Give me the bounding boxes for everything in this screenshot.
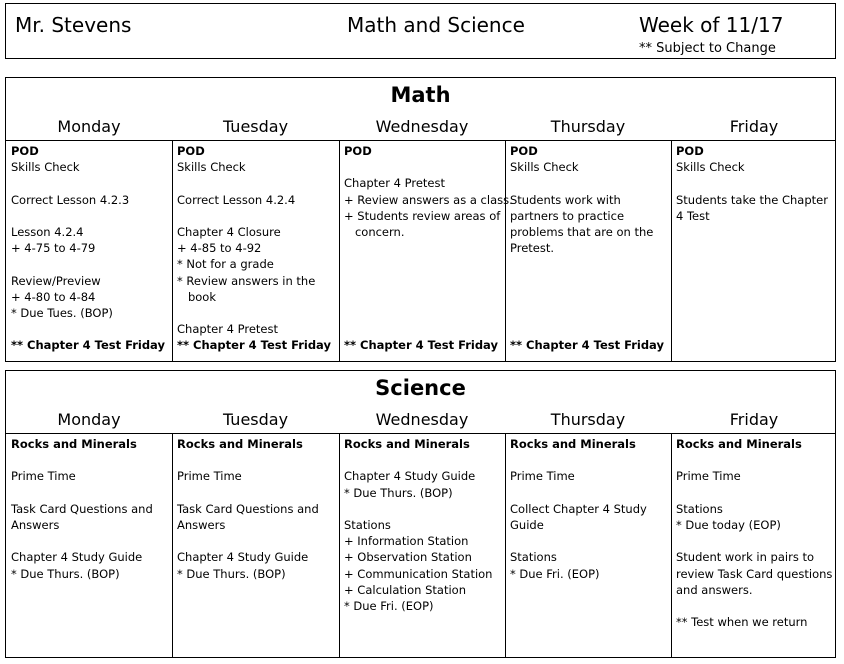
cell-line: * Due Thurs. (BOP): [344, 485, 453, 500]
cell-line: Chapter 4 Study Guide: [344, 469, 476, 484]
cell-line: + Observation Station: [344, 550, 472, 565]
cell-line: Chapter 4 Pretest: [177, 322, 278, 337]
science-day-header-wednesday: Wednesday: [375, 410, 469, 429]
blank-line: [177, 485, 339, 501]
cell-line: book: [177, 289, 216, 304]
science-section: [5, 370, 836, 658]
cell-line: 4 Test: [676, 208, 710, 223]
cell-line: * Due Fri. (EOP): [344, 599, 434, 613]
science-cell-thursday: [505, 436, 671, 582]
math-cell-friday: [671, 143, 837, 224]
math-day-header-monday: Monday: [57, 117, 121, 136]
cell-line: + 4-75 to 4-79: [11, 241, 96, 256]
cell-line: ** Test when we return: [676, 615, 808, 630]
blank-line: [510, 256, 671, 272]
science-day-header-monday: Monday: [57, 410, 121, 429]
cell-line: Guide: [510, 517, 544, 532]
cell-line: * Review answers in the: [177, 273, 316, 288]
cell-line: Prime Time: [510, 469, 575, 484]
cell-line: Prime Time: [676, 469, 741, 484]
cell-line: POD: [177, 144, 205, 158]
math-day-header-tuesday: Tuesday: [222, 117, 289, 136]
cell-line: Rocks and Minerals: [177, 437, 303, 451]
blank-line: [177, 208, 339, 224]
blank-line: [11, 175, 172, 191]
cell-line: Stations: [510, 550, 557, 565]
cell-line: Collect Chapter 4 Study: [510, 501, 647, 516]
cell-line: Skills Check: [510, 160, 579, 175]
blank-line: [676, 485, 837, 501]
blank-line: [676, 175, 837, 191]
blank-line: [510, 485, 671, 501]
cell-line: * Due Fri. (EOP): [510, 566, 600, 581]
cell-line: Stations: [344, 517, 391, 532]
blank-line: [344, 321, 505, 337]
math-header-divider: [6, 140, 835, 141]
math-day-header-friday: Friday: [729, 117, 779, 136]
math-cell-thursday: [505, 143, 671, 354]
blank-line: [344, 273, 505, 289]
cell-line: Rocks and Minerals: [344, 437, 470, 451]
cell-line: and answers.: [676, 582, 753, 597]
cell-line: Answers: [177, 517, 226, 532]
cell-line: Student work in pairs to: [676, 550, 815, 565]
cell-line: ** Chapter 4 Test Friday: [510, 338, 664, 353]
science-header-divider: [6, 433, 835, 434]
cell-line: + 4-80 to 4-84: [11, 289, 96, 304]
cell-line: Skills Check: [177, 160, 246, 175]
blank-line: [676, 452, 837, 468]
math-cell-wednesday: [339, 143, 513, 354]
science-day-header-tuesday: Tuesday: [222, 410, 289, 429]
science-cell-friday: [671, 436, 837, 630]
cell-line: Skills Check: [11, 160, 80, 175]
cell-line: Stations: [676, 501, 723, 516]
cell-line: + Students review areas of: [344, 208, 501, 223]
cell-line: Rocks and Minerals: [676, 437, 802, 451]
cell-line: Task Card Questions and: [177, 501, 319, 516]
science-cell-tuesday: [172, 436, 339, 582]
blank-line: [177, 533, 339, 549]
math-section: [5, 77, 836, 362]
math-cell-tuesday: [172, 143, 339, 354]
science-day-header-thursday: Thursday: [550, 410, 626, 429]
subject-to-change-note: ** Subject to Change: [639, 41, 776, 56]
cell-line: + Review answers as a class.: [344, 192, 513, 207]
cell-line: * Due today (EOP): [676, 517, 781, 532]
cell-line: * Due Thurs. (BOP): [11, 566, 120, 581]
math-day-header-thursday: Thursday: [550, 117, 626, 136]
science-cell-wednesday: [339, 436, 505, 614]
cell-line: ** Chapter 4 Test Friday: [344, 338, 498, 353]
cell-line: Chapter 4 Study Guide: [177, 550, 309, 565]
science-cell-monday: [6, 436, 172, 582]
cell-line: POD: [510, 144, 538, 158]
science-day-header-friday: Friday: [729, 410, 779, 429]
blank-line: [177, 452, 339, 468]
cell-line: ** Chapter 4 Test Friday: [11, 338, 165, 353]
blank-line: [344, 501, 505, 517]
cell-line: Rocks and Minerals: [11, 437, 137, 451]
week-label: Week of 11/17: [639, 13, 784, 37]
cell-line: Task Card Questions and: [11, 501, 153, 516]
cell-line: Pretest.: [510, 241, 555, 256]
blank-line: [676, 533, 837, 549]
blank-line: [177, 305, 339, 321]
blank-line: [510, 321, 671, 337]
blank-line: [344, 159, 505, 175]
math-section-title: Math: [390, 83, 451, 107]
blank-line: [11, 208, 172, 224]
cell-line: Correct Lesson 4.2.3: [11, 192, 130, 207]
cell-line: * Not for a grade: [177, 257, 274, 272]
cell-line: Students take the Chapter: [676, 192, 828, 207]
cell-line: Review/Preview: [11, 273, 101, 288]
cell-line: POD: [11, 144, 39, 158]
cell-line: Skills Check: [676, 160, 745, 175]
cell-line: Lesson 4.2.4: [11, 224, 84, 239]
blank-line: [11, 485, 172, 501]
blank-line: [344, 256, 505, 272]
blank-line: [676, 598, 837, 614]
blank-line: [11, 256, 172, 272]
teacher-name: Mr. Stevens: [15, 13, 132, 37]
math-cell-monday: [6, 143, 172, 354]
blank-line: [510, 289, 671, 305]
cell-line: partners to practice: [510, 208, 625, 223]
math-day-header-wednesday: Wednesday: [375, 117, 469, 136]
cell-line: * Due Tues. (BOP): [11, 305, 113, 320]
blank-line: [11, 533, 172, 549]
blank-line: [510, 533, 671, 549]
blank-line: [344, 240, 505, 256]
blank-line: [344, 289, 505, 305]
cell-line: Students work with: [510, 192, 621, 207]
cell-line: Rocks and Minerals: [510, 437, 636, 451]
cell-line: POD: [676, 144, 704, 158]
cell-line: + Calculation Station: [344, 582, 466, 597]
cell-line: * Due Thurs. (BOP): [177, 566, 286, 581]
blank-line: [11, 321, 172, 337]
blank-line: [11, 452, 172, 468]
blank-line: [510, 273, 671, 289]
cell-line: review Task Card questions: [676, 566, 833, 581]
cell-line: ** Chapter 4 Test Friday: [177, 338, 331, 353]
cell-line: + Information Station: [344, 534, 469, 549]
cell-line: Chapter 4 Pretest: [344, 176, 445, 191]
cell-line: Correct Lesson 4.2.4: [177, 192, 296, 207]
blank-line: [344, 305, 505, 321]
subject-title: Math and Science: [347, 13, 525, 37]
header-box: [5, 3, 836, 59]
cell-line: Answers: [11, 517, 60, 532]
cell-line: + Communication Station: [344, 566, 493, 581]
blank-line: [177, 175, 339, 191]
cell-line: POD: [344, 144, 372, 158]
cell-line: Prime Time: [177, 469, 242, 484]
cell-line: Prime Time: [11, 469, 76, 484]
science-section-title: Science: [375, 376, 466, 400]
cell-line: problems that are on the: [510, 225, 654, 239]
cell-line: + 4-85 to 4-92: [177, 241, 262, 256]
blank-line: [510, 452, 671, 468]
cell-line: concern.: [344, 225, 405, 239]
blank-line: [510, 175, 671, 191]
cell-line: Chapter 4 Closure: [177, 224, 281, 239]
blank-line: [344, 452, 505, 468]
blank-line: [510, 305, 671, 321]
cell-line: Chapter 4 Study Guide: [11, 550, 143, 565]
